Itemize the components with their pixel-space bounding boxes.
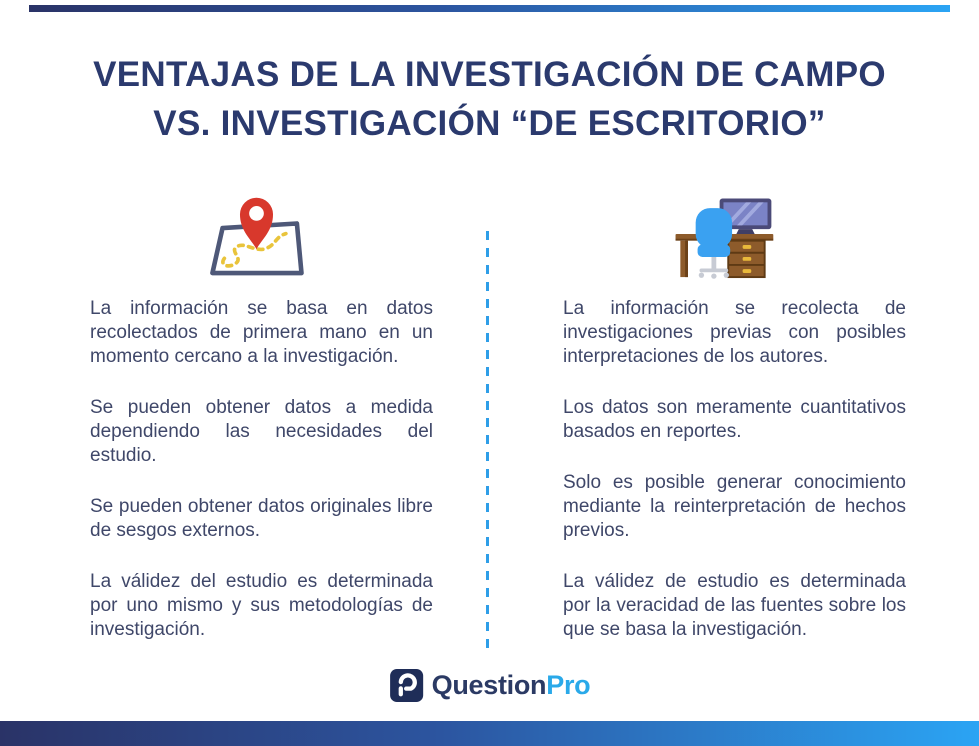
desk-paragraph-1: La información se recolecta de investigaciones previas con posibles interpretaciones de los autores. (563, 298, 906, 367)
page-title (0, 50, 979, 148)
desk-computer-icon-svg (667, 187, 778, 279)
page-title-line1: VENTAJAS DE LA INVESTIGACIÓN DE CAMPO (93, 55, 886, 94)
logo-text-pro: Pro (546, 670, 591, 700)
questionpro-logo (389, 668, 591, 703)
top-accent-bar (29, 5, 950, 12)
desk-paragraph-2: Los datos son meramente cuantitativos basados en reportes. (563, 397, 906, 442)
map-location-icon (206, 189, 307, 280)
questionpro-logo-mark (389, 668, 424, 703)
field-paragraph-3: Se pueden obtener datos originales libre de sesgos externos. (90, 496, 433, 541)
map-location-icon-svg (206, 189, 307, 280)
field-research-column (90, 297, 433, 669)
page-title-line2: VS. INVESTIGACIÓN “DE ESCRITORIO” (153, 104, 826, 143)
desk-paragraph-4: La válidez de estudio es determinada por la veracidad de las fuentes sobre los que se basa la investigación. (563, 571, 906, 640)
desk-paragraph-3: Solo es posible generar conocimiento mediante la reinterpretación de hechos previos. (563, 472, 906, 541)
field-paragraph-1: La información se basa en datos recolectados de primera mano en un momento cercano a la investigación. (90, 298, 433, 367)
logo-text-question: Question (431, 670, 547, 700)
dashed-divider (486, 231, 489, 648)
desk-research-column (563, 297, 906, 669)
field-paragraph-2: Se pueden obtener datos a medida dependiendo las necesidades del estudio. (90, 397, 433, 466)
questionpro-logo-text (432, 670, 591, 701)
bottom-accent-bar (0, 721, 979, 746)
field-paragraph-4: La válidez del estudio es determinada por uno mismo y sus metodologías de investigación. (90, 571, 433, 640)
desk-computer-icon (667, 187, 778, 279)
